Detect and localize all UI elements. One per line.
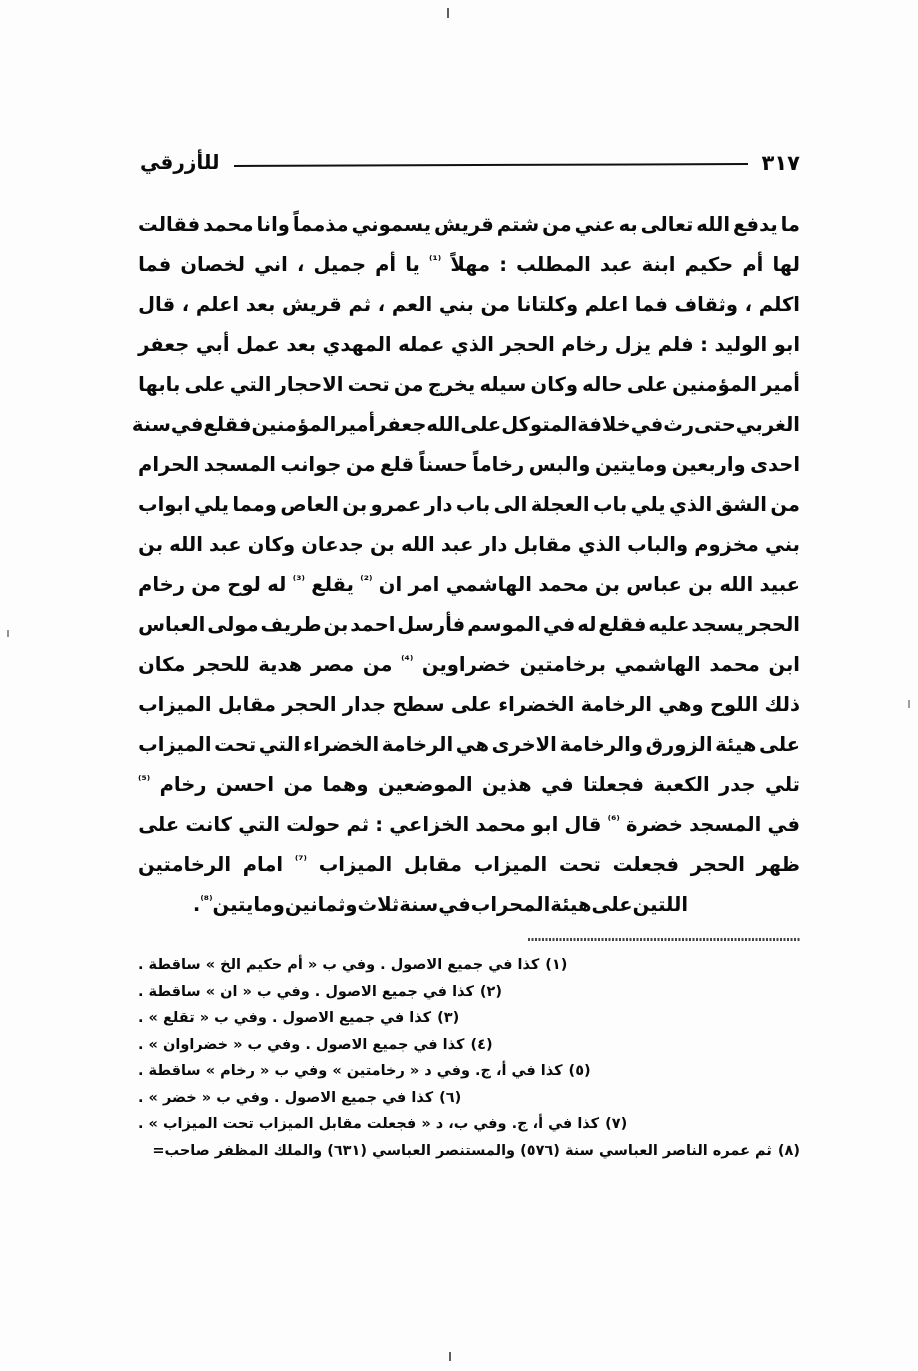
word: الموضعين: [377, 773, 473, 796]
body-line: [138, 245, 800, 285]
word: الحجر: [745, 613, 800, 636]
word: يقلع: [311, 573, 354, 596]
word: ومايتين: [212, 893, 285, 916]
word: باب: [455, 493, 491, 516]
word: مصر: [310, 653, 355, 676]
word: من: [770, 493, 800, 516]
word: اعلم: [195, 293, 240, 316]
word: .: [192, 893, 201, 916]
word: كانت: [185, 813, 233, 836]
word: ⁽²⁾: [360, 573, 373, 587]
word: بن: [595, 573, 620, 596]
word: فلم: [657, 333, 694, 356]
word: رخام: [138, 573, 185, 596]
word: يخرج: [427, 373, 476, 396]
word: الشق: [715, 493, 767, 516]
word: هيئة: [715, 733, 757, 756]
footnote-separator: [528, 938, 800, 941]
body-line: [131, 405, 800, 445]
word: على: [184, 373, 226, 396]
word: مقابل: [217, 693, 276, 716]
scan-speck: [447, 8, 449, 18]
word: خضراوين: [421, 653, 511, 676]
footnote-item: [138, 979, 800, 1006]
word: عباس: [626, 573, 682, 596]
word: يزل: [614, 333, 652, 356]
word: :: [700, 333, 708, 356]
word: سنة: [131, 413, 171, 436]
word: ومايتين: [594, 453, 668, 476]
word: التي: [258, 733, 301, 756]
body-line: [138, 325, 800, 365]
word: وكلتانا: [516, 293, 579, 316]
word: ان: [378, 573, 403, 596]
footnote-text: كذا في جميع الاصول . وفي ب « أم حكيم الخ » ساقطة .: [138, 957, 540, 973]
word: على: [450, 693, 492, 716]
word: هدية: [258, 653, 303, 676]
word: مكان: [138, 653, 186, 676]
word: ⁽¹⁾: [429, 253, 442, 267]
word: أم: [375, 253, 397, 276]
word: الرخامة: [580, 693, 652, 716]
word: برخامتين: [519, 653, 606, 676]
word: للحجر: [194, 653, 250, 676]
word: :: [375, 813, 384, 836]
word: محمد: [538, 573, 589, 596]
word: بن: [323, 613, 349, 636]
word: باب: [592, 493, 628, 516]
word: الهاشمي: [445, 573, 532, 596]
footnote-marker: (٣): [437, 1010, 460, 1026]
word: سيله: [479, 373, 527, 396]
word: فقلع: [203, 413, 252, 436]
footnote-marker: (٦): [439, 1089, 462, 1106]
footnote-text: كذا في أ، ج. وفي ب، د « فجعلت مقابل الميزاب تحت الميزاب » .: [138, 1116, 600, 1132]
word: رث: [663, 413, 695, 436]
footnote-marker: (٨): [777, 1142, 800, 1159]
body-line: [138, 605, 800, 645]
word: عبد: [209, 533, 242, 556]
word: في: [541, 773, 574, 796]
word: أمير: [761, 373, 800, 396]
word: ابنة: [641, 253, 676, 276]
scan-speck: [449, 1352, 451, 1361]
word: في: [542, 613, 576, 636]
word: المؤمنين: [251, 413, 337, 436]
word: تعالى: [640, 213, 694, 236]
word: له: [267, 573, 287, 596]
word: العاص: [280, 493, 339, 516]
word: وهما: [322, 773, 369, 796]
word: ⁽⁵⁾: [138, 773, 151, 787]
word: جدار: [342, 693, 387, 716]
word: في: [170, 413, 204, 436]
word: حتى: [694, 413, 736, 436]
word: وكان: [530, 373, 578, 396]
word: اعلم: [584, 293, 629, 316]
word: لوح: [227, 573, 261, 596]
word: طريف: [260, 613, 322, 636]
word: امر: [408, 573, 440, 596]
word: والباب: [627, 533, 689, 556]
body-line: [138, 485, 800, 525]
word: فقلع: [598, 613, 647, 636]
word: له: [577, 613, 597, 636]
footnote-item: [138, 1005, 800, 1032]
word: الموسم: [467, 613, 541, 636]
word: جدر: [719, 773, 756, 796]
word: من: [393, 373, 424, 396]
footnote-text: كذا في جميع الاصول . وفي ب « خضراوان » .: [138, 1036, 465, 1053]
word: على: [758, 733, 800, 756]
word: في: [438, 893, 471, 916]
word: الذي: [450, 333, 494, 356]
word: :: [499, 253, 508, 276]
word: المسجد: [689, 813, 762, 836]
word: يا: [405, 253, 420, 276]
word: ،: [377, 293, 386, 316]
word: حولت: [286, 813, 341, 836]
word: سطح: [392, 693, 445, 716]
header-book-title: للأزرقي: [140, 150, 220, 174]
word: وثقاف: [674, 293, 738, 316]
word: يسموني: [351, 213, 432, 236]
word: وانا: [256, 213, 290, 236]
word: بن: [138, 533, 164, 556]
word: الكعبة: [653, 773, 710, 796]
word: حاله: [582, 373, 623, 396]
word: وهي: [658, 693, 704, 716]
word: اكلم: [758, 293, 800, 316]
footnote-item: [138, 1111, 800, 1138]
word: الحرام: [138, 453, 200, 476]
word: ،: [181, 293, 190, 316]
word: الله: [696, 213, 731, 236]
word: الهاشمي: [614, 653, 701, 676]
word: ما: [780, 213, 800, 236]
word: ثم: [348, 293, 372, 316]
word: ابو: [773, 333, 800, 356]
word: التي: [229, 373, 272, 396]
word: الاخرى: [491, 733, 557, 756]
word: الميزاب: [138, 733, 212, 756]
footnote-marker: (٧): [605, 1116, 628, 1132]
body-line: [138, 205, 800, 245]
word: اني: [254, 253, 288, 276]
word: مذمماً: [292, 213, 349, 236]
word: بني: [438, 293, 474, 316]
word: خلافة: [577, 413, 631, 436]
word: من: [345, 453, 376, 476]
word: محمد: [475, 813, 526, 836]
word: احمد: [350, 613, 396, 636]
word: بعد: [286, 333, 317, 356]
body-line: [138, 685, 800, 725]
word: من: [191, 573, 221, 596]
word: في: [767, 813, 800, 836]
word: فما: [138, 253, 172, 276]
word: عمله: [398, 333, 445, 356]
word: يلي: [630, 493, 666, 516]
body-line: [138, 725, 800, 765]
word: ⁽⁶⁾: [607, 813, 620, 827]
word: الى: [493, 493, 528, 516]
word: الاحجار: [275, 373, 344, 396]
word: التي: [238, 813, 280, 836]
word: عبد: [599, 253, 633, 276]
word: في: [630, 413, 664, 436]
word: رخام: [159, 773, 207, 796]
body-line: [138, 565, 800, 605]
word: العباس: [138, 613, 206, 636]
word: دار: [424, 493, 453, 516]
scan-speck: [7, 630, 9, 637]
footnote-item: [138, 952, 800, 979]
word: عمل: [236, 333, 280, 356]
word: الحجر: [282, 693, 337, 716]
word: جعفر: [138, 333, 190, 356]
word: على: [591, 893, 633, 916]
word: ،: [296, 253, 305, 276]
word: دار: [479, 533, 508, 556]
word: مخزوم: [694, 533, 759, 556]
word: من: [480, 293, 511, 316]
word: بني: [764, 533, 800, 556]
word: فجعلت: [612, 853, 679, 876]
word: حسناً: [418, 453, 468, 476]
body-text: [131, 205, 800, 925]
word: قريش: [434, 213, 494, 236]
word: الحجر: [500, 333, 555, 356]
word: المهدي: [322, 333, 392, 356]
word: من: [362, 653, 393, 676]
word: حكيم: [684, 253, 734, 276]
word: جوانب: [280, 453, 342, 476]
word: عليه: [648, 613, 690, 636]
body-line: [138, 365, 800, 405]
word: فجعلتا: [583, 773, 645, 796]
body-line: [138, 885, 800, 925]
word: بعد: [245, 293, 276, 316]
word: المحراب: [470, 893, 551, 916]
word: الله: [719, 573, 754, 596]
word: مقابل: [403, 853, 463, 876]
footnote-text: كذا في جميع الاصول . وفي ب « تقلع » .: [138, 1010, 432, 1026]
word: يلي: [193, 493, 229, 516]
word: الله: [426, 413, 461, 436]
word: مهلاً: [450, 253, 491, 276]
word: ⁽⁸⁾: [200, 893, 213, 907]
word: امام: [242, 853, 284, 876]
footnote-text: كذا في جميع الاصول . وفي ب « ان » ساقطة .: [138, 983, 474, 1000]
footnote-text: ثم عمره الناصر العباسي سنة (٥٧٦) والمستنصر العباسي (٦٣١) والملك المظفر صاحب=: [152, 1142, 772, 1159]
word: ⁽⁷⁾: [294, 853, 308, 867]
word: هي: [455, 733, 489, 756]
word: أم: [742, 253, 764, 276]
word: الخزاعي: [389, 813, 470, 836]
word: فقالت: [138, 213, 201, 236]
page-header: [140, 142, 800, 184]
word: ابواب: [138, 493, 191, 516]
word: رخام: [561, 333, 609, 356]
word: الذي: [577, 533, 621, 556]
footnote-text: كذا في أ، ج. وفي د « رخامتين » وفي ب « رخام » ساقطة .: [138, 1063, 563, 1079]
footnote-marker: (٥): [568, 1063, 591, 1079]
body-line: [138, 285, 800, 325]
word: والبس: [528, 453, 591, 476]
word: الميزاب: [473, 853, 548, 876]
word: الميزاب: [318, 853, 393, 876]
word: احسن: [215, 773, 275, 796]
word: الرخامتين: [138, 853, 232, 876]
word: وكان: [247, 533, 296, 556]
word: ابن: [768, 653, 800, 676]
word: على: [626, 373, 668, 396]
word: قال: [564, 813, 602, 836]
word: ثلاث: [357, 893, 400, 916]
word: ظهر: [756, 853, 800, 876]
word: وثمانين: [284, 893, 358, 916]
footnote-item: [138, 1058, 800, 1085]
word: هذين: [482, 773, 532, 796]
word: ⁽³⁾: [292, 573, 305, 587]
word: جميل: [313, 253, 366, 276]
word: الوليد: [714, 333, 768, 356]
word: فأرسل: [397, 613, 466, 636]
word: الميزاب: [138, 693, 212, 716]
footnote-list: [138, 952, 800, 1164]
word: احدى: [750, 453, 800, 476]
footnote-item: [138, 1138, 800, 1165]
body-line: [138, 765, 800, 805]
footnote-marker: (٤): [470, 1036, 493, 1053]
word: الحجر: [690, 853, 745, 876]
word: ،: [744, 293, 753, 316]
body-line: [138, 805, 800, 845]
word: محمد: [203, 213, 254, 236]
word: من: [542, 213, 572, 236]
word: تحت: [558, 853, 601, 876]
word: بن: [688, 573, 713, 596]
word: لها: [772, 253, 800, 276]
word: من: [283, 773, 314, 796]
body-line: [138, 445, 800, 485]
footnote-text: كذا في جميع الاصول . وفي ب « خضر » .: [138, 1089, 434, 1106]
word: الذي: [669, 493, 713, 516]
page-number: ٣١٧: [761, 150, 800, 175]
word: رخاماً: [472, 453, 525, 476]
word: والرخامة: [559, 733, 643, 756]
word: عمرو: [370, 493, 422, 516]
word: محمد: [709, 653, 760, 676]
word: ابو: [532, 813, 559, 836]
word: عني: [574, 213, 616, 236]
word: اللوح: [709, 693, 759, 716]
word: ومما: [232, 493, 277, 516]
word: أبي: [195, 333, 230, 356]
word: على: [460, 413, 502, 436]
footnote-item: [138, 1085, 800, 1112]
word: الله: [169, 533, 203, 556]
word: العجلة: [530, 493, 590, 516]
word: ⁽⁴⁾: [401, 653, 414, 667]
word: الخضراء: [303, 733, 380, 756]
word: مقابل: [513, 533, 572, 556]
word: الخضراء: [498, 693, 575, 716]
body-line: [138, 525, 800, 565]
word: تحت: [214, 733, 257, 756]
word: اللتين: [632, 893, 688, 916]
word: مولى: [207, 613, 259, 636]
word: بن: [369, 533, 395, 556]
word: المتوكل: [501, 413, 578, 436]
word: فما: [634, 293, 668, 316]
word: الزورق: [645, 733, 713, 756]
word: أمير: [336, 413, 376, 436]
header-rule: [234, 163, 748, 167]
word: الله: [400, 533, 435, 556]
word: قال: [138, 293, 176, 316]
word: المطلب: [516, 253, 591, 276]
word: واربعين: [671, 453, 746, 476]
word: تلي: [764, 773, 800, 796]
word: سنة: [399, 893, 439, 916]
word: تحت: [347, 373, 390, 396]
body-line: [138, 645, 800, 685]
word: ذلك: [764, 693, 800, 716]
word: على: [138, 813, 180, 836]
word: عبد: [440, 533, 474, 556]
word: لخصان: [180, 253, 245, 276]
word: المسجد: [203, 453, 276, 476]
word: به: [618, 213, 638, 236]
word: جدعان: [301, 533, 364, 556]
footnote-marker: (١): [545, 957, 568, 973]
word: العم: [391, 293, 433, 316]
word: قريش: [282, 293, 342, 316]
word: عبيد: [759, 573, 800, 596]
word: يسجد: [691, 613, 744, 636]
word: الغربي: [735, 413, 800, 436]
footnote-marker: (٢): [479, 983, 503, 1000]
word: المؤمنين: [672, 373, 757, 396]
word: الرخامة: [381, 733, 454, 756]
footnote-item: [138, 1032, 800, 1059]
word: هيئة: [550, 893, 592, 916]
body-line: [138, 845, 800, 885]
word: بابها: [138, 373, 181, 396]
word: يدفع: [732, 213, 778, 236]
word: جعفر: [375, 413, 427, 436]
word: خضرة: [625, 813, 683, 836]
word: شتم: [496, 213, 540, 236]
scan-speck: [908, 700, 910, 708]
word: قلع: [380, 453, 415, 476]
word: ثم: [346, 813, 370, 836]
word: بن: [342, 493, 368, 516]
